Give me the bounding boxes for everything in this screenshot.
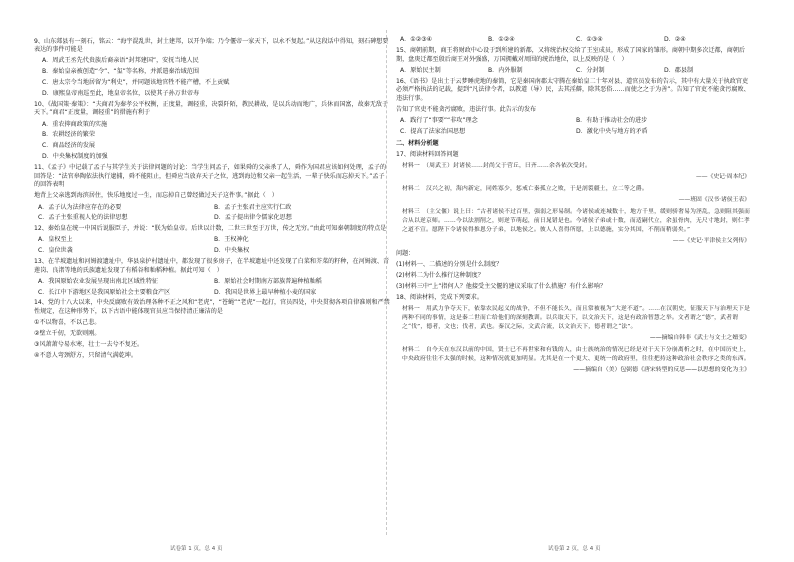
q16-option-c: C．提高了法家治国思想 — [400, 128, 466, 136]
q12-option-c: C．皇位世袭 — [38, 247, 73, 254]
q15-option-c: C．分封制 — [576, 66, 605, 74]
q12-options-row-2 — [34, 247, 390, 256]
q15-option-a: A．原始民主制 — [400, 66, 441, 74]
q14-option-d: D．②④ — [664, 36, 686, 43]
q16-stem-continued: 告知了官吏不能贪污腐败，违法行事。此告示的发布 — [396, 106, 537, 114]
q11-options-row-1 — [34, 204, 390, 213]
q13-option-d: D．我国是世界上最早种植小麦的国家 — [214, 288, 317, 296]
q10-option-c: C．商品经济的发展 — [42, 142, 96, 150]
q14-options — [396, 36, 752, 45]
q9-stem: 9、山东郯县有一刻石，铭云：“海宇混乱世，封土建邦，以开争端；乃令偃帝一家天下，以永不复起。”从这段话中得知，刻石碑想要表达的事件可能是 — [34, 37, 389, 54]
q10-option-d: D．中央集权制度的加强 — [42, 152, 108, 160]
q11-option-b: B．孟子主张君主应实行仁政 — [214, 203, 292, 211]
q15-options — [396, 67, 752, 76]
q15-stem: 15、商朝前期，商王将财政中心设于到所建的新都，又将统治权交给了王室成员，形成了国家的雏形。商朝中期多次迁都，商朝后期，盘庚迁都至殷后商王对外强盛，万国拥戴对周围的统治地位，以上反映的是（ ） — [396, 46, 746, 63]
q18-material-1-source: ——摘编自韩非《武士与文士之嬗变》 — [649, 334, 750, 341]
q14-stem: 14、党的十八大以来，中央反腐败有效治理各种不正之风和“老虎”，“苍蝇”“老虎”一起打，官员四处，中央贯彻各项自律准则和严禁性规定，在这种形势下，以下古语中能体现官员应当保持清正廉洁的是 — [34, 299, 390, 316]
q16-options-row-1 — [396, 117, 752, 126]
q17-material-3: 材料三 （主父偃）说上曰：“古者诸侯不过百里，强弱之形易制。今诸侯或连城数十，地方千里，缓则骄奢易为淫乱，急则阻其强而合从以逆京师。……今以法割削之，则逆节萌起，前日晁错是也。今诸侯子弟或十数，而适嗣代立，余虽骨肉，无尺寸地封，则仁孝之道不宣。愿陛下令诸侯得推恩分子弟，以地侯之。彼人人喜得所愿，上以德施，实分其国，不削而稍弱矣。” — [402, 209, 751, 234]
q17-question-3: (3)材料三中“上”指何人？他接受主父偃的建议采取了什么措施？有什么影响？ — [396, 282, 606, 290]
q14-item-4: ④不意人弯颈舒方，只留清气满乾坤。 — [34, 352, 137, 360]
q17-question-2: (2)材料二为什么推行这种制度？ — [396, 271, 484, 279]
q12-option-b: B．王权神化 — [214, 236, 249, 244]
q16-option-b: B．有助于推动社会的进步 — [576, 117, 648, 125]
q12-option-d: D．中央集权 — [214, 247, 250, 254]
q13-option-c: C．长江中下游地区是我国原始社会主要粮食产区 — [38, 288, 171, 296]
q13-option-b: B．原始社会时期南方部族普遍种植籼稻 — [214, 277, 322, 285]
q18-material-2: 材料二 自今天在东汉以前的中国，贤士已不再世家和有钱的人，由士族统治的情况已经是对于天下分崩离析之时，在中国历史上，中央政府往往不太强的时候，这种情况就更加明显。尤其是在一个更大、更统一的政府里，往往把持这种政治社会秩序之类的东西。 — [402, 347, 750, 363]
q14-item-1: ①不以物喜，不以己悲。 — [34, 319, 101, 327]
q9-option-b: B．秦始皇亲被创造“令”、“玺”等名称，并派遣秦治域范围 — [42, 68, 199, 76]
q17-material-1: 材料一 （周武王）封诸侯……封尚父于营丘，曰齐……余各依次受封。 — [402, 162, 592, 169]
q11-option-a: A．孟子认为法律应存在的必要 — [38, 203, 122, 211]
q16-option-a: A．践行了“事要”“非攻”理念 — [400, 117, 478, 125]
q14-option-c: C．①③④ — [576, 36, 603, 43]
q14-item-3: ③风萧萧兮易水寒，壮士一去兮不复还。 — [34, 341, 144, 349]
right-column — [396, 36, 752, 379]
q13-option-a: A．我国原始农业发展呈现出南北区域性特征 — [38, 277, 158, 285]
q18-material-1: 材料一 用武力争夺天下，依靠农民起义的战争，不但不能长久，而且常被视为“大逆不道”。……在汉朝史，征服天下与治理天下是两种不同的事情，这是秦二世而亡给他们的深刻教训。以兵取天下，以文治天下，这是有政治智慧之举。文者谓之“德”，武者谓之“伐”，德者，文也；伐者，武也。秦汉之际，文武合流，以文治天下，德者谓之“法”。 — [402, 305, 751, 330]
q13-options-row-2 — [34, 289, 390, 298]
q11-option-c: C．孟子主张重视人伦的法律思想 — [38, 214, 128, 222]
q17-title: 17、阅读材料回答问题 — [396, 150, 459, 158]
q18-material-2-source: ——摘编自（美）包弼德《唐宋转型的反思——以思想的变化为主》 — [573, 367, 750, 374]
q17-material-1-source: ——《史记·周本纪》 — [695, 173, 750, 180]
q14-option-a: A．①②③④ — [400, 36, 433, 43]
q13-options-row-1 — [34, 278, 390, 287]
page-number-right: 试卷第 2 页，总 4 页 — [548, 546, 601, 552]
q10-stem: 10、《战国策·秦策》：“夫商君为秦孝公平权衡，正度量，调轻重，决裂阡陌，教民耕战，是以兵动而地广，兵休而国富，故秦无敌于天下。”商君“正度量，调轻重”的措施有利于 — [34, 100, 389, 117]
q17-material-2-source: ——班固《汉书·诸侯王表》 — [678, 197, 750, 204]
section-heading: 二、材料分析题 — [396, 139, 439, 147]
q11-options-row-2 — [34, 214, 390, 223]
q16-options-row-2 — [396, 128, 752, 137]
q10-option-a: A．重农抑商政策的实施 — [42, 120, 108, 128]
q12-option-a: A．皇权至上 — [38, 236, 73, 244]
q17-material-3-source: ——《史记·平津侯主父列传》 — [672, 238, 750, 245]
left-column — [34, 36, 390, 363]
q11-stem: 11、《孟子》中记载了孟子与其学生关于法律问题的讨论：当学生问孟子，如果舜的父亲杀了人，舜作为国君应该如何处理，孟子的回答是：“法官皋陶依法执行逮捕，舜不能阻止，但舜应当放弃天子之位，逃到海边和父亲一起生活，一辈子快乐而忘掉天下。”孟子的回答表明 — [34, 163, 387, 189]
q9-option-c: C．唐太宗令当地居留为“利史”，并同题该地官牲不能产槽，不上贡赋 — [42, 79, 230, 86]
q9-option-a: A．周武王丞先代贵族后裔亲语“封邦建国”，安抚当地人民 — [42, 57, 199, 65]
q17-material-2: 材料二 汉兴之初，海内新定，同姓寡少，惩戒亡秦孤立之败，于是剖裂疆土，立二等之爵。 — [402, 186, 648, 193]
q15-option-d: D．郡县制 — [664, 66, 694, 74]
q9-option-d: D．康熙皇帝南巡至此，地皇帝名位，以使其子孙万世帝寿 — [42, 89, 200, 97]
q15-option-b: B．内外服制 — [488, 66, 523, 74]
q14-option-b: B．①②④ — [488, 36, 515, 43]
q12-options-row-1 — [34, 236, 390, 245]
q17-question-1: (1)材料一、二描述的分别是什么制度？ — [396, 260, 503, 268]
q11-option-d: D．孟子提出律令儒家化思想 — [214, 214, 292, 222]
column-divider — [386, 30, 387, 535]
q18-title: 18、阅读材料，完成下列要求。 — [396, 293, 483, 301]
q12-stem: 12、秦始皇在统一中国后说服臣子，并说：“朕为始皇帝。后世以计数，二世三世至于万世，传之无穷。”由此可知秦朝制度的特点是 — [34, 225, 387, 233]
q13-stem: 13、在半坡遗址和河姆渡遗址中，华县泉护村遗址中，都发现了很多房子，在半坡遗址中还发现了白菜和芥菜的籽种，在河姆渡、青莲岗、良渚等地的氏族遗址发现了有稻谷和籼稻种植。据此可知（ ） — [34, 257, 390, 274]
q14-item-2: ②壁立千仞，无欲则刚。 — [34, 330, 101, 338]
page-number-left: 试卷第 1 页，总 4 页 — [170, 546, 223, 552]
q17-questions-heading: 问题： — [396, 249, 415, 257]
q16-stem: 16、《语书》是出土于云梦睡虎地的秦简，它是秦国南郡太守腾在秦始皇二十年对县、道官员发布的告示，其中有大量关于执政官吏必须严格执法的记载，提到“凡法律令者，以教道（导）民，去其淫僻，除其恶俗……而使之之于为善”。告知了官吏不能贪污腐败、违法行事。 — [396, 77, 750, 103]
q16-option-d: D．激化中央与地方的矛盾 — [576, 128, 648, 136]
q11-stem-continued: 地背上父亲逃到海滨居住，快乐地度过一生，而忘掉自己曾经做过天子这件事。”据此（ ） — [34, 192, 278, 200]
q10-option-b: B．农耕经济的繁荣 — [42, 131, 95, 139]
